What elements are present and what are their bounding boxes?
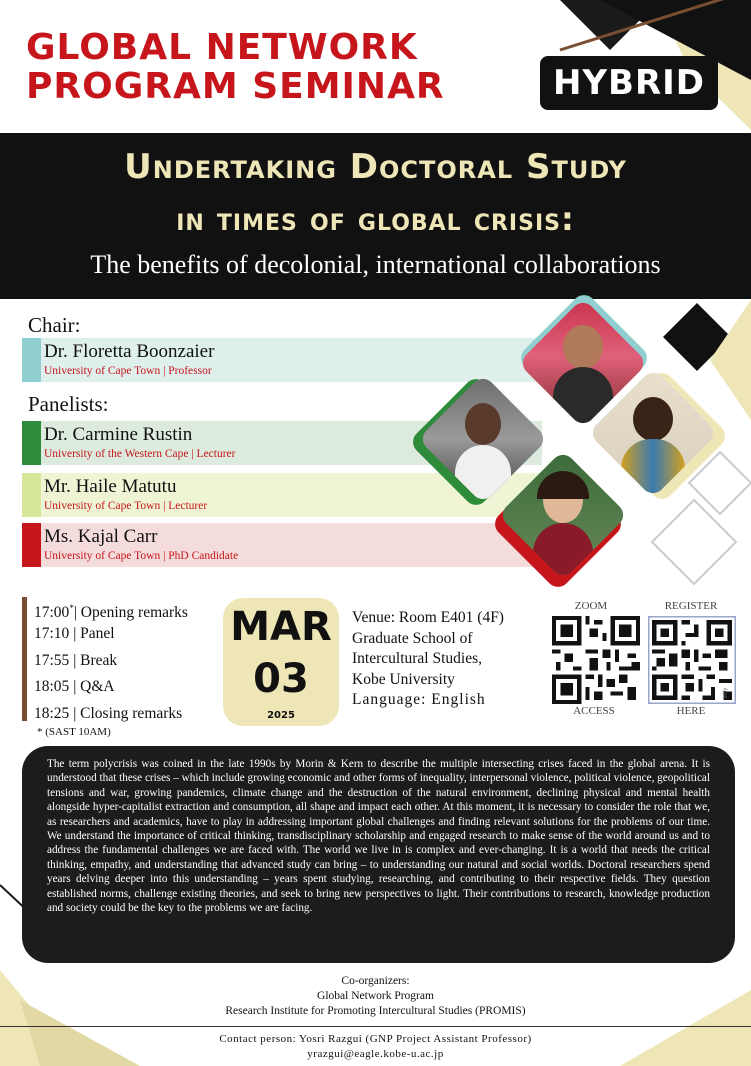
date-year: 2025 xyxy=(267,710,295,721)
contact-person: Contact person: Yosri Razgui (GNP Project Assistant Professor) xyxy=(219,1033,532,1045)
schedule-item: 17:55 | Break xyxy=(34,652,118,669)
deco-diamond-outline-2 xyxy=(652,500,736,584)
venue-school: Graduate School of xyxy=(352,630,473,647)
banner-subtitle: The benefits of decolonial, international collaborations xyxy=(90,250,661,279)
venue-room: Venue: Room E401 (4F) xyxy=(352,609,504,626)
schedule-bar xyxy=(22,597,27,721)
banner-title-line1: Undertaking Doctoral Study xyxy=(124,147,627,187)
schedule-item: 17:00*| Opening remarks xyxy=(34,603,188,622)
panelist-name: Mr. Haile Matutu xyxy=(44,476,177,497)
panelist-name: Dr. Carmine Rustin xyxy=(44,424,193,445)
banner-title-line2: in times of global crisis: xyxy=(176,200,575,238)
venue-language: Language: English xyxy=(352,691,486,708)
panelist-bar xyxy=(22,421,41,465)
photo-frame-p3 xyxy=(500,452,626,578)
panelist-affiliation: University of the Western Cape | Lecturer xyxy=(44,448,236,460)
chair-bar xyxy=(22,338,41,382)
header-title xyxy=(26,28,445,106)
schedule-item: 17:10 | Panel xyxy=(34,625,115,642)
register-label: REGISTER xyxy=(664,600,718,612)
header-title-line2: PROGRAM SEMINAR xyxy=(26,66,445,107)
panelist-affiliation: University of Cape Town | PhD Candidate xyxy=(44,550,239,562)
coorganizers-label: Co-organizers: xyxy=(341,975,410,987)
schedule-footnote: * (SAST 10AM) xyxy=(37,726,111,738)
panelist-affiliation: University of Cape Town | Lecturer xyxy=(44,500,208,512)
chair-affiliation: University of Cape Town | Professor xyxy=(44,365,212,377)
panelist-name: Ms. Kajal Carr xyxy=(44,526,158,547)
zoom-qr-code[interactable] xyxy=(552,616,640,704)
chair-label: Chair: xyxy=(28,313,81,337)
contact-divider xyxy=(0,1026,751,1027)
coorganizer-2: Research Institute for Promoting Intercultural Studies (PROMIS) xyxy=(225,1005,526,1017)
contact-email[interactable]: yrazgui@eagle.kobe-u.ac.jp xyxy=(307,1048,444,1060)
zoom-access-label: ACCESS xyxy=(573,705,615,717)
register-here-label: HERE xyxy=(676,705,706,717)
venue-university: Kobe University xyxy=(352,671,455,688)
schedule-item: 18:05 | Q&A xyxy=(34,678,115,695)
panelist-bar xyxy=(22,523,41,567)
panelist-bar xyxy=(22,473,41,517)
header-title-line1: GLOBAL NETWORK xyxy=(26,27,418,68)
hybrid-badge: HYBRID xyxy=(540,56,718,110)
date-month: MAR xyxy=(230,604,332,650)
description-text: The term polycrisis was coined in the late 1990s by Morin & Kern to describe the multiple intersecting crises faced in the global arena. It is understood that these crises – which include growing economic and other forms of inequality, interpersonal violence, political violence, geopolitical tensions and war, growing pandemics, climate change and the destruction of the natural environment, declining physical and mental health alongside hyper-capitalist extraction and consumption, all shape and impact each other. At this moment, it is necessary to consider the role that we, as researchers and academics, have to play in addressing important global challenges and finding relevant solutions for the problems of our time. We understand the importance of critical thinking, transdisciplinary scholarship and engaged research to make sense of the world around us and to address the fundamental challenges we are faced with. The world we live in is complex and ever-changing. It is a world that needs the critical thinking, empathy, and understanding that advanced study can bring – to understanding our natural and social worlds. Doctoral researchers spend years delving deeper into this understanding – years spent studying, researching, and contributing to their respective fields. They question established norms, challenge existing theories, and seek to bring new perspectives to light. Their contributions to research, knowledge production and society could be the key to the problems we are facing. xyxy=(47,758,710,915)
qr-mark: bitly xyxy=(722,687,729,699)
panelist-photo xyxy=(498,450,628,580)
panelists-label: Panelists: xyxy=(28,392,109,416)
venue-school-2: Intercultural Studies, xyxy=(352,650,482,667)
chair-name: Dr. Floretta Boonzaier xyxy=(44,341,215,362)
date-day: 03 xyxy=(253,656,309,702)
deco-diamond-cream-right xyxy=(710,300,751,420)
panelist-card xyxy=(22,523,542,567)
coorganizer-1: Global Network Program xyxy=(317,990,434,1002)
schedule-item: 18:25 | Closing remarks xyxy=(34,705,183,722)
zoom-label: ZOOM xyxy=(574,600,608,612)
